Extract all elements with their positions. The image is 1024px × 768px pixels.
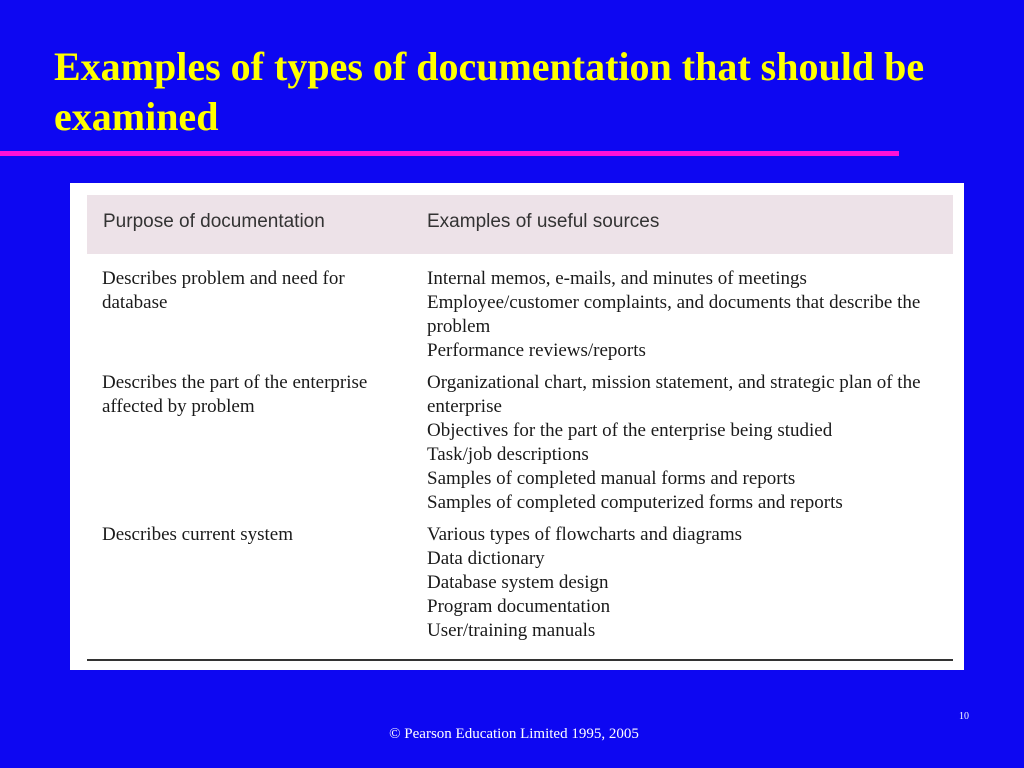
page-number: 10 bbox=[959, 711, 969, 722]
row-sources bbox=[427, 371, 957, 515]
row-purpose: Describes the part of the enterprise affected by problem bbox=[102, 372, 368, 417]
row-sources bbox=[427, 523, 957, 643]
source-item: Database system design bbox=[427, 572, 609, 593]
row-purpose: Describes current system bbox=[102, 524, 293, 545]
header-sources: Examples of useful sources bbox=[427, 211, 660, 232]
table-bottom-rule bbox=[87, 659, 953, 661]
source-item: Performance reviews/reports bbox=[427, 340, 646, 361]
source-item: Various types of flowcharts and diagrams bbox=[427, 524, 743, 545]
source-item: Samples of completed computerized forms and reports bbox=[427, 492, 843, 513]
source-item: User/training manuals bbox=[427, 620, 596, 641]
source-item: Data dictionary bbox=[427, 548, 545, 569]
title-underline bbox=[0, 151, 899, 156]
copyright-notice: © Pearson Education Limited 1995, 2005 bbox=[389, 726, 639, 742]
source-item: Internal memos, e-mails, and minutes of meetings bbox=[427, 268, 807, 289]
slide-title: Examples of types of documentation that should be examined bbox=[54, 44, 925, 139]
row-purpose: Describes problem and need for database bbox=[102, 268, 345, 313]
documentation-table bbox=[70, 183, 964, 670]
source-item: Samples of completed manual forms and reports bbox=[427, 468, 796, 489]
header-purpose: Purpose of documentation bbox=[103, 211, 325, 232]
source-item: Program documentation bbox=[427, 596, 611, 617]
source-item: Task/job descriptions bbox=[427, 444, 589, 465]
source-item: Organizational chart, mission statement, and strategic plan of the enterprise bbox=[427, 372, 921, 417]
source-item: Employee/customer complaints, and documents that describe the problem bbox=[427, 292, 921, 337]
table-header bbox=[87, 195, 953, 254]
row-sources bbox=[427, 267, 957, 363]
source-item: Objectives for the part of the enterprise being studied bbox=[427, 420, 833, 441]
